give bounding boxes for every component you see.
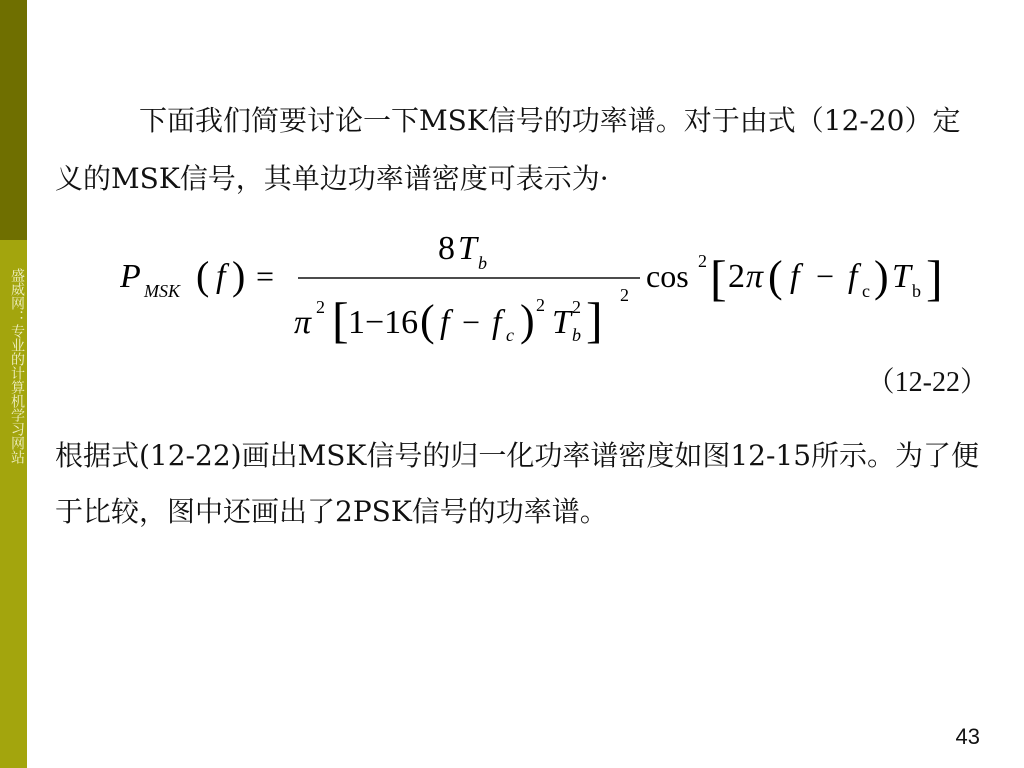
formula-cos-T-sub: b — [912, 281, 921, 301]
formula-cos-f: f — [790, 258, 800, 295]
formula-den-f: f — [440, 304, 450, 341]
paragraph-1-text: 下面我们简要讨论一下MSK信号的功率谱。对于由式（12-20）定义的MSK信号，其单边功率谱密度可表示为· — [55, 104, 961, 195]
formula-numerator-T: T — [458, 230, 477, 267]
formula-cos-minus: − — [816, 258, 835, 294]
formula-paren-left: ( — [196, 253, 210, 298]
formula-cos-paren-left: ( — [768, 252, 783, 301]
site-label: 盛威网：专业的计算机学习网站 — [9, 268, 25, 464]
formula-cos-exp: 2 — [698, 251, 707, 271]
formula-den-fc: f — [492, 304, 502, 341]
formula-den-T: T — [552, 304, 571, 341]
formula-lhs-subscript: MSK — [144, 281, 180, 301]
formula-numerator-eight: 8 — [438, 230, 455, 267]
formula-cos: cos — [646, 258, 689, 294]
formula-cos-two: 2 — [728, 258, 745, 295]
formula-equals: = — [256, 258, 275, 294]
formula-den-T-exp: 2 — [572, 297, 581, 317]
formula-den-pi: π — [294, 304, 312, 341]
formula-den-pi-exp: 2 — [316, 297, 325, 317]
formula-den-paren-left: ( — [420, 296, 435, 345]
paragraph-2 — [55, 428, 985, 540]
formula-lhs-arg: f — [216, 258, 226, 295]
formula-den-bracket-right: ] — [586, 292, 603, 348]
formula-cos-paren-right: ) — [874, 252, 889, 301]
formula-lhs-symbol: P — [120, 258, 141, 295]
formula-numerator-sub: b — [478, 253, 487, 273]
equation-number: （12-22） — [866, 367, 988, 398]
formula-den-paren-exp: 2 — [536, 295, 545, 315]
formula-cos-pi: π — [746, 258, 764, 295]
formula-den-one: 1−16 — [348, 304, 419, 341]
formula-den-minus: − — [462, 304, 481, 340]
formula-cos-T: T — [892, 258, 911, 295]
formula-den-T-sub: b — [572, 325, 581, 345]
formula-msk-psd — [120, 225, 960, 355]
formula-den-bracket-left: [ — [332, 292, 349, 348]
formula-paren-right: ) — [232, 253, 246, 298]
formula-cos-bracket-right: ] — [926, 250, 943, 306]
formula-cos-fc: f — [848, 258, 858, 295]
page-number: 43 — [955, 724, 980, 749]
paragraph-2-text: 根据式(12-22)画出MSK信号的归一化功率谱密度如图12-15所示。为了便于比较，图中还画出了2PSK信号的功率谱。 — [55, 439, 980, 528]
formula-den-paren-right: ) — [520, 296, 535, 345]
paragraph-1 — [55, 92, 985, 208]
formula-cos-bracket-left: [ — [710, 250, 727, 306]
sidebar-stripe — [0, 0, 27, 768]
formula-den-fc-sub: c — [506, 325, 514, 345]
formula-den-outer-exp: 2 — [620, 285, 629, 305]
formula-cos-fc-sub: c — [862, 281, 870, 301]
